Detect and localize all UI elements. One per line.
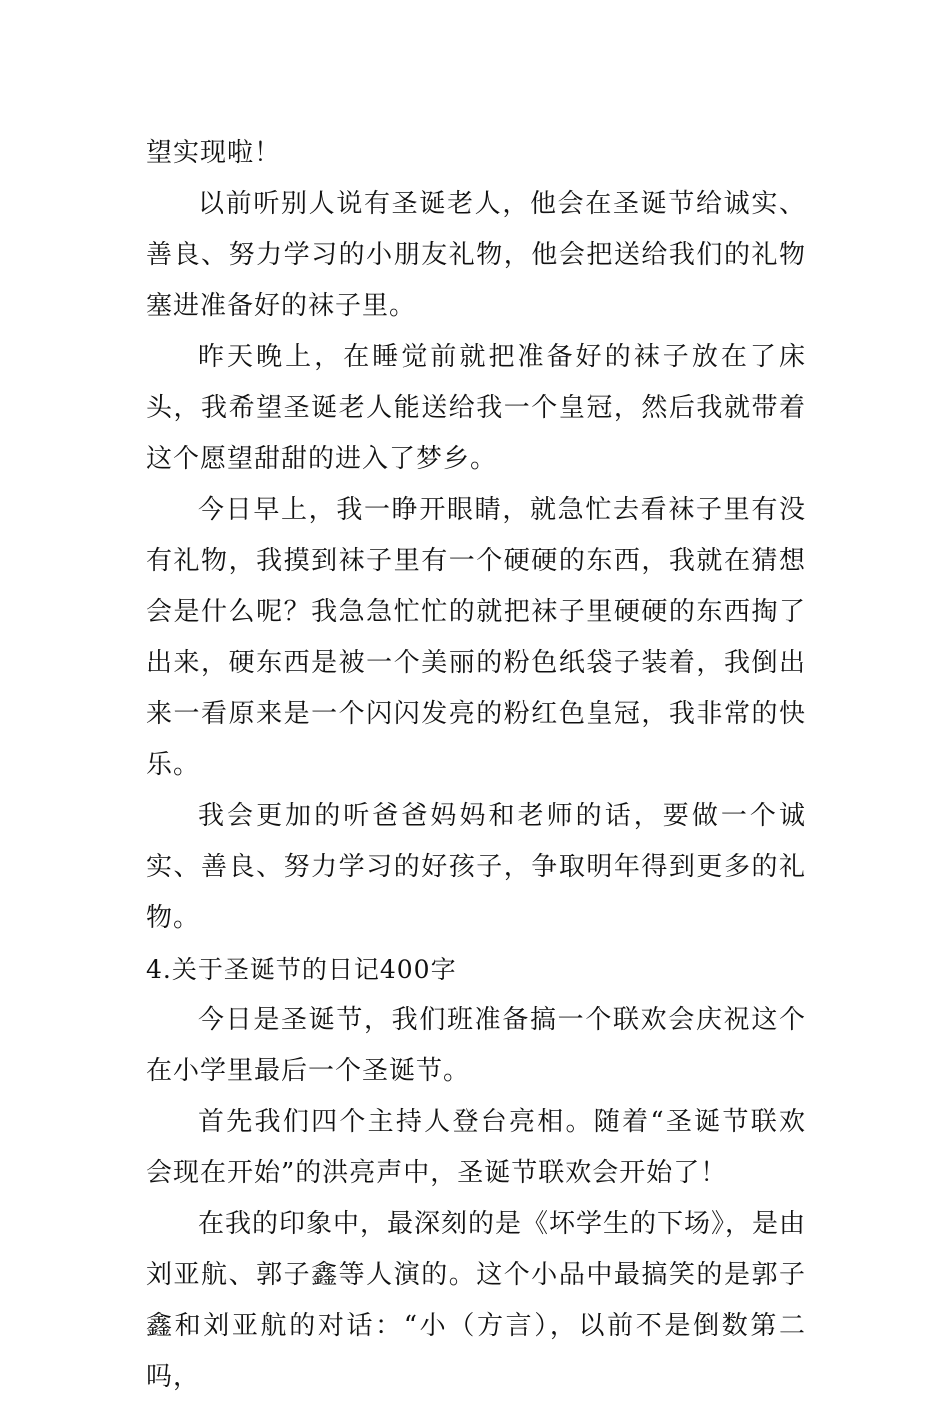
paragraph-hosts: 首先我们四个主持人登台亮相。随着“圣诞节联欢会现在开始”的洪亮声中，圣诞节联欢会开始了！	[146, 1107, 806, 1188]
paragraph-santa-legend: 以前听别人说有圣诞老人，他会在圣诞节给诚实、善良、努力学习的小朋友礼物，他会把送给我们的礼物塞进准备好的袜子里。	[146, 189, 806, 321]
paragraph-this-morning: 今日早上，我一睁开眼睛，就急忙去看袜子里有没有礼物，我摸到袜子里有一个硬硬的东西，我就在猜想会是什么呢？我急急忙忙的就把袜子里硬硬的东西掏了出来，硬东西是被一个美丽的粉色纸袋子装着，我倒出来一看原来是一个闪闪发亮的粉红色皇冠，我非常的快乐。	[146, 495, 806, 780]
paragraph-resolution: 我会更加的听爸爸妈妈和老师的话，要做一个诚实、善良、努力学习的好孩子，争取明年得到更多的礼物。	[146, 801, 806, 933]
paragraph-christmas-party: 今日是圣诞节，我们班准备搞一个联欢会庆祝这个在小学里最后一个圣诞节。	[146, 1005, 806, 1086]
paragraph-continuation: 望实现啦！	[146, 138, 282, 168]
paragraph-skit: 在我的印象中，最深刻的是《坏学生的下场》，是由刘亚航、郭子鑫等人演的。这个小品中最搞笑的是郭子鑫和刘亚航的对话：“小（方言），以前不是倒数第二吗，	[146, 1209, 807, 1392]
section-heading: 4.关于圣诞节的日记400字	[146, 955, 457, 984]
document-body	[146, 128, 806, 1403]
paragraph-last-night: 昨天晚上，在睡觉前就把准备好的袜子放在了床头，我希望圣诞老人能送给我一个皇冠，然后我就带着这个愿望甜甜的进入了梦乡。	[146, 342, 806, 474]
